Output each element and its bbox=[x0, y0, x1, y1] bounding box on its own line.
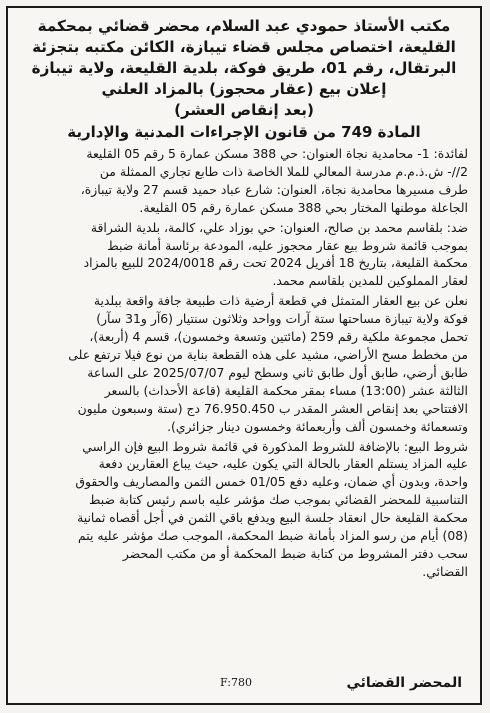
text-line: سحب دفتر المشروط من كتابة ضبط المحكمة أو من مكتب المحضر bbox=[122, 545, 468, 561]
text-line: محكمة القليعة، بتاريخ 18 أفريل 2024 تحت رقم 2024/0018 للبيع بالمزاد bbox=[83, 255, 468, 271]
notice-content bbox=[20, 16, 468, 695]
text-line: طرف مسيرها محامدية نجاة، العنوان: شارع عباد حميد قسم 27 ولاية تيبازة، bbox=[80, 181, 468, 197]
text-line: تحمل مجموعة ملكية رقم 259 (مائتين وتسعة وخمسون)، قسم 4 (أربعة)، bbox=[89, 329, 468, 345]
text-line: عليه المزاد يستلم العقار بالحالة التي يكون عليه، حيث يباع العقارين دفعة bbox=[98, 456, 468, 472]
text-line: من مخطط مسح الأراضي، مشيد على هذه القطعة بناية من نوع فيلا ترتفع على bbox=[68, 346, 468, 362]
notice-footer bbox=[24, 667, 464, 693]
text-line: واحدة، وبدون أي ضمان، وعليه دفع 01/05 خمس الثمن والمصاريف والحقوق bbox=[75, 474, 468, 490]
header-line: القليعة، اختصاص مجلس قضاء تيبازة، الكائن مكتبه بتجزئة bbox=[32, 38, 456, 56]
against-paragraph bbox=[20, 219, 468, 291]
notice-header bbox=[20, 16, 468, 121]
beneficiary-paragraph bbox=[20, 145, 468, 217]
article-reference: المادة 749 من قانون الإجراءات المدنية والإدارية bbox=[67, 123, 421, 141]
text-line: شروط البيع: بالإضافة للشروط المذكورة في قائمة شروط البيع فإن الراسي bbox=[82, 438, 468, 454]
text-line: محكمة القليعة حال انعقاد جلسة البيع ويدفع باقي الثمن في أجل أقصاه ثمانية bbox=[77, 510, 468, 526]
text-line: لفائدة: 1- محامدية نجاة العنوان: حي 388 مسكن عمارة 5 رقم 05 القليعة bbox=[86, 146, 468, 161]
header-line: مكتب الأستاذ حمودي عبد السلام، محضر قضائي بمحكمة bbox=[37, 17, 451, 35]
text-line: 2//- ش.ذ.م.م مدرسة المعالي للملا الخاصة ذات طابع تجاري الممثلة من bbox=[99, 163, 468, 179]
header-line: البرتقال، رقم 01، طريق فوكة، بلدية القليعة، ولاية تيبازة bbox=[31, 59, 457, 77]
text-line: الجاعلة موطنها المختار بحي 388 مسكن عمارة رقم 05 القليعة. bbox=[139, 199, 468, 215]
conditions-paragraph bbox=[20, 438, 468, 581]
text-line: (08) أيام من رسو المزاد بأمانة ضبط المحكمة، الموجب صك مؤشر عليه يتم bbox=[78, 528, 468, 544]
text-line: ضد: بلقاسم محمد بن صالح، العنوان: حي بوزاد علي، كالمة، بلدية الشراقة bbox=[90, 219, 468, 235]
text-line: وتسعمائة وخمسون ألف وأربعمائة وخمسون دينار جزائري). bbox=[167, 418, 468, 434]
notice-subtitle: (بعد إنقاص العشر) bbox=[174, 101, 314, 119]
text-line: نعلن عن بيع العقار المتمثل في قطعة أرضية ذات طبيعة جافة واقعة ببلدية bbox=[93, 293, 468, 309]
announcement-paragraph bbox=[20, 292, 468, 435]
text-line: فوكة ولاية تيبازة مساحتها ستة آرات وواحد وثلاثون سنتيار (6آر و31 سآر) bbox=[96, 311, 468, 327]
text-line: الافتتاحي بعد إنقاص العشر المقدر ب 76.950.450 دج (ستة وسبعون مليون bbox=[77, 400, 468, 416]
text-line: بموجب قائمة شروط بيع عقار محجوز عليه، المودعة برئاسة أمانة ضبط bbox=[107, 237, 468, 253]
text-line: طابق أرضي، طابق أول طابق ثاني وسطح ليوم 2025/07/07 على الساعة bbox=[87, 364, 468, 380]
bailiff-signature: المحضر القضائي bbox=[346, 675, 462, 691]
notice-title: إعلان بيع (عقار محجوز) بالمزاد العلني bbox=[101, 80, 387, 98]
reference-number: F:780 bbox=[220, 676, 252, 689]
text-line: الثالثة عشر (13:00) مساء بمقر محكمة القليعة (قاعة الأحداث) بالسعر bbox=[104, 382, 468, 398]
text-line: لعقار المملوكين للمدين بلقاسم محمد. bbox=[272, 273, 468, 289]
text-line: التناسبية للمحضر القضائي بموجب صك مؤشر عليه باسم رئيس كتابة ضبط bbox=[88, 492, 468, 508]
text-line: القضائي. bbox=[422, 563, 468, 579]
legal-notice bbox=[6, 6, 482, 705]
